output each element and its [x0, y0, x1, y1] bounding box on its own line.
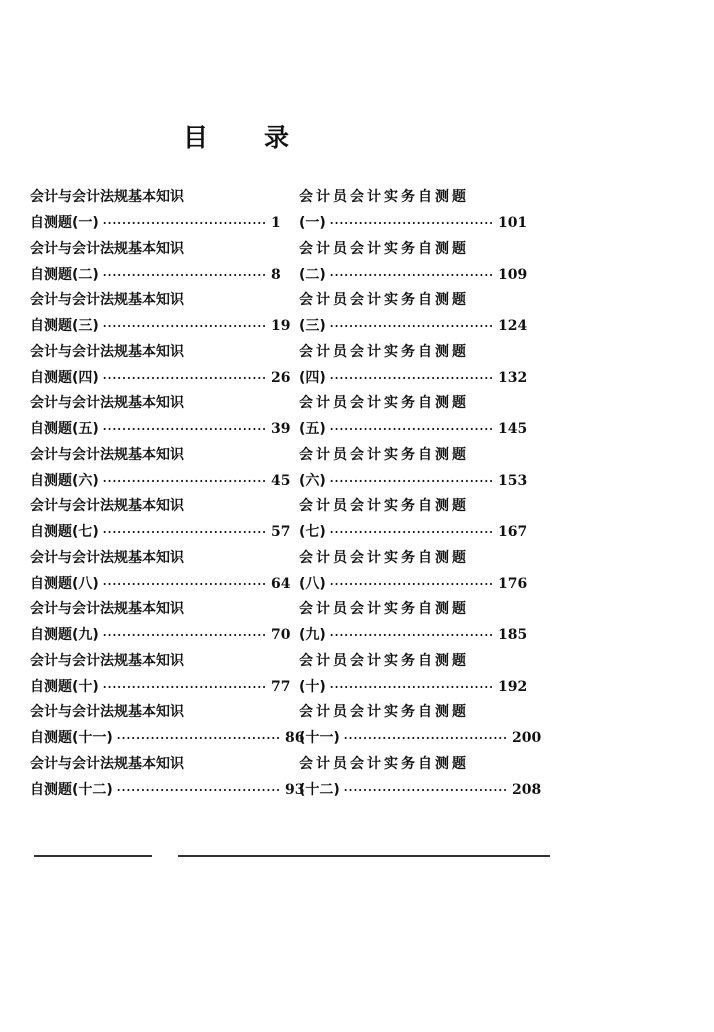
toc-entry-line: [299, 779, 542, 799]
toc-entry-heading: 会计员会计实务自测题: [299, 755, 469, 772]
toc-entry-heading: 会计与会计法规基本知识: [30, 549, 184, 566]
toc-entry-heading: 会计与会计法规基本知识: [30, 189, 184, 205]
toc-entry-heading: 会计与会计法规基本知识: [30, 498, 184, 514]
toc-entry-label: (六): [299, 472, 326, 489]
leader-dots: ··································: [102, 423, 268, 436]
toc-entry-page-number: 124: [498, 318, 528, 334]
leader-dots: ··································: [329, 577, 495, 591]
toc-entry-line: [299, 676, 528, 696]
toc-entry-label: (一): [299, 215, 326, 231]
toc-entry-page-number: 19: [271, 318, 291, 334]
toc-entry: [30, 753, 305, 805]
toc-entry-line: [30, 367, 291, 387]
toc-entry-page-number: 132: [498, 369, 528, 386]
toc-entry-line: [299, 624, 528, 644]
toc-entry: [30, 444, 291, 496]
toc-entry-line: [30, 727, 305, 747]
toc-entry-page-number: 39: [271, 421, 291, 437]
leader-dots: ··································: [102, 320, 268, 333]
toc-entry-label: (七): [299, 524, 326, 540]
toc-entry-page-number: 26: [271, 369, 291, 386]
toc-entry-page-number: 86: [285, 730, 305, 746]
toc-entry-line: [299, 727, 542, 747]
toc-entry-heading: 会计员会计实务自测题: [299, 601, 469, 617]
leader-dots: ··································: [329, 474, 495, 488]
toc-entry-line: [30, 418, 291, 438]
toc-entry-heading: 会计与会计法规基本知识: [30, 446, 184, 463]
toc-entry-line: [30, 573, 291, 593]
toc-entry-page-number: 64: [271, 575, 291, 592]
leader-dots: ··································: [102, 680, 268, 694]
toc-entry-page-number: 176: [498, 575, 528, 592]
toc-entry-label: 自测题(六): [30, 472, 99, 489]
toc-entry-line: [299, 418, 528, 438]
toc-entry-heading: 会计员会计实务自测题: [299, 652, 469, 669]
toc-entry-line: [30, 676, 291, 696]
leader-dots: ··································: [116, 732, 282, 745]
bottom-rule-left: [34, 855, 152, 857]
toc-entry-line: [299, 470, 528, 490]
toc-entry-heading: 会计员会计实务自测题: [299, 704, 469, 720]
toc-entry-label: 自测题(十二): [30, 781, 113, 798]
toc-entry: [30, 598, 291, 650]
title-char-2: 录: [264, 123, 290, 152]
leader-dots: ··································: [329, 629, 495, 642]
leader-dots: ··································: [329, 526, 495, 539]
leader-dots: ··································: [343, 732, 509, 745]
toc-entry-line: [299, 315, 528, 335]
bottom-rule-right: [178, 855, 550, 857]
toc-entry-heading: 会计与会计法规基本知识: [30, 652, 184, 669]
toc-entry-line: [30, 521, 291, 541]
toc-entry-page-number: 208: [512, 781, 542, 798]
toc-entry-label: (十): [299, 678, 326, 695]
toc-entry-line: [299, 573, 528, 593]
toc-entry-heading: 会计员会计实务自测题: [299, 189, 469, 205]
toc-entry-heading: 会计与会计法规基本知识: [30, 343, 184, 360]
leader-dots: ··································: [102, 474, 268, 488]
title-char-1: 目: [183, 123, 209, 152]
toc-entry-heading: 会计与会计法规基本知识: [30, 395, 184, 411]
toc-entry-line: [30, 624, 291, 644]
toc-entry: [30, 341, 291, 393]
toc-entry-line: [30, 470, 291, 490]
toc-entry: [30, 392, 291, 444]
leader-dots: ··································: [329, 371, 495, 385]
toc-entry-heading: 会计员会计实务自测题: [299, 240, 469, 257]
toc-entry: [30, 238, 281, 290]
toc-entry-label: 自测题(四): [30, 369, 99, 386]
toc-entry-page-number: 192: [498, 678, 528, 695]
toc-entry-label: 自测题(九): [30, 627, 99, 643]
leader-dots: ··································: [102, 217, 268, 230]
toc-entry-page-number: 45: [271, 472, 291, 489]
leader-dots: ··································: [329, 680, 495, 694]
toc-entry-heading: 会计员会计实务自测题: [299, 498, 469, 514]
toc-entry: [299, 186, 528, 238]
toc-entry: [299, 547, 528, 599]
toc-left-column: [30, 186, 305, 804]
toc-entry-heading: 会计员会计实务自测题: [299, 549, 469, 566]
toc-entry: [30, 701, 305, 753]
toc-entry-line: [299, 367, 528, 387]
toc-entry: [299, 341, 528, 393]
toc-entry-page-number: 153: [498, 472, 528, 489]
leader-dots: ··································: [329, 423, 495, 436]
toc-entry: [299, 444, 528, 496]
toc-entry-line: [299, 264, 528, 284]
toc-entry-label: (十二): [299, 781, 340, 798]
toc-entry-label: (二): [299, 266, 326, 283]
leader-dots: ··································: [102, 371, 268, 385]
toc-entry-page-number: 93: [285, 781, 305, 798]
toc-entry-page-number: 70: [271, 627, 291, 643]
toc-entry-page-number: 200: [512, 730, 542, 746]
toc-entry-label: (四): [299, 369, 326, 386]
toc-entry-heading: 会计与会计法规基本知识: [30, 704, 184, 720]
toc-entry-line: [299, 521, 528, 541]
leader-dots: ··································: [343, 783, 509, 797]
toc-entry: [299, 650, 528, 702]
toc-entry: [299, 289, 528, 341]
leader-dots: ··································: [102, 268, 268, 282]
toc-right-column: [299, 186, 542, 804]
toc-entry-label: (十一): [299, 730, 340, 746]
toc-entry-page-number: 77: [271, 678, 291, 695]
toc-entry-label: (三): [299, 318, 326, 334]
toc-entry-heading: 会计与会计法规基本知识: [30, 292, 184, 308]
toc-entry: [299, 753, 542, 805]
toc-entry: [299, 495, 528, 547]
toc-entry-label: 自测题(二): [30, 266, 99, 283]
leader-dots: ··································: [329, 320, 495, 333]
leader-dots: ··································: [102, 526, 268, 539]
toc-entry-heading: 会计员会计实务自测题: [299, 292, 469, 308]
toc-entry-heading: 会计员会计实务自测题: [299, 395, 469, 411]
toc-entry-line: [30, 212, 281, 232]
toc-entry-heading: 会计与会计法规基本知识: [30, 755, 184, 772]
toc-entry-line: [299, 212, 528, 232]
toc-entry-page-number: 167: [498, 524, 528, 540]
toc-entry-label: 自测题(十一): [30, 730, 113, 746]
toc-entry: [299, 701, 542, 753]
toc-entry: [30, 547, 291, 599]
toc-entry-label: 自测题(五): [30, 421, 99, 437]
page-title: [0, 118, 714, 152]
toc-entry-label: 自测题(十): [30, 678, 99, 695]
toc-entry: [299, 598, 528, 650]
toc-entry-page-number: 145: [498, 421, 528, 437]
toc-entry-heading: 会计员会计实务自测题: [299, 343, 469, 360]
toc-entry-line: [30, 315, 291, 335]
toc-entry-label: 自测题(八): [30, 575, 99, 592]
toc-entry-heading: 会计与会计法规基本知识: [30, 240, 184, 257]
leader-dots: ··································: [102, 577, 268, 591]
toc-entry-label: (九): [299, 627, 326, 643]
toc-entry-heading: 会计员会计实务自测题: [299, 446, 469, 463]
leader-dots: ··································: [116, 783, 282, 797]
toc-entry: [30, 495, 291, 547]
toc-entry: [30, 186, 281, 238]
leader-dots: ··································: [102, 629, 268, 642]
toc-entry-page-number: 185: [498, 627, 528, 643]
toc-entry-page-number: 57: [271, 524, 291, 540]
toc-entry-label: 自测题(三): [30, 318, 99, 334]
toc-entry: [30, 289, 291, 341]
toc-entry-label: (八): [299, 575, 326, 592]
toc-entry-page-number: 101: [498, 215, 528, 231]
toc-entry: [299, 392, 528, 444]
toc-entry: [299, 238, 528, 290]
leader-dots: ··································: [329, 268, 495, 282]
toc-entry-line: [30, 779, 305, 799]
leader-dots: ··································: [329, 217, 495, 230]
toc-entry-label: 自测题(七): [30, 524, 99, 540]
toc-entry-page-number: 1: [271, 215, 281, 231]
toc-entry-heading: 会计与会计法规基本知识: [30, 601, 184, 617]
toc-entry-line: [30, 264, 281, 284]
toc-entry-page-number: 8: [271, 266, 281, 283]
toc-entry-label: 自测题(一): [30, 215, 99, 231]
toc-entry: [30, 650, 291, 702]
toc-entry-page-number: 109: [498, 266, 528, 283]
toc-entry-label: (五): [299, 421, 326, 437]
